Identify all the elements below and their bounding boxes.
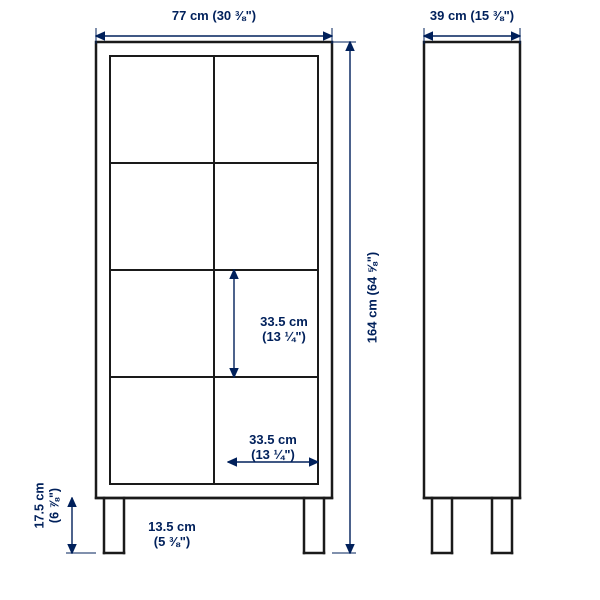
base-height-metric: 13.5 cm xyxy=(148,519,196,534)
dim-label-base-height xyxy=(92,519,252,549)
dim-label-front-width xyxy=(124,8,304,23)
side-view-shelf xyxy=(424,42,520,553)
leg-height-imperial: (6 ⅞") xyxy=(47,487,61,524)
side-leg-back xyxy=(492,498,512,553)
dim-label-compartment-height xyxy=(204,314,364,344)
front-leg-right xyxy=(304,498,324,553)
base-height-imperial: (5 ⅜") xyxy=(153,534,191,549)
compartment-width-imperial: (13 ¼") xyxy=(251,447,295,462)
side-leg-front xyxy=(432,498,452,553)
dim-label-compartment-width xyxy=(193,432,353,462)
front-width-metric: 77 cm xyxy=(171,8,209,23)
compartment-width-metric: 33.5 cm xyxy=(249,432,297,447)
side-depth-imperial: (15 ⅜") xyxy=(470,8,515,23)
dim-label-total-height xyxy=(365,208,380,388)
compartment-height-metric: 33.5 cm xyxy=(260,314,308,329)
dimension-lines xyxy=(66,28,520,553)
compartment-height-imperial: (13 ¼") xyxy=(262,329,306,344)
dim-label-side-depth xyxy=(382,8,562,23)
total-height-imperial: (64 ⅝") xyxy=(364,251,380,296)
leg-height-metric: 17.5 cm xyxy=(32,482,47,529)
dim-label-leg-height xyxy=(33,426,62,586)
front-view-shelf xyxy=(96,42,332,553)
total-height-metric: 164 cm xyxy=(364,299,380,344)
front-width-imperial: (30 ⅜") xyxy=(212,8,257,23)
side-outer-frame xyxy=(424,42,520,498)
side-depth-metric: 39 cm xyxy=(429,8,467,23)
